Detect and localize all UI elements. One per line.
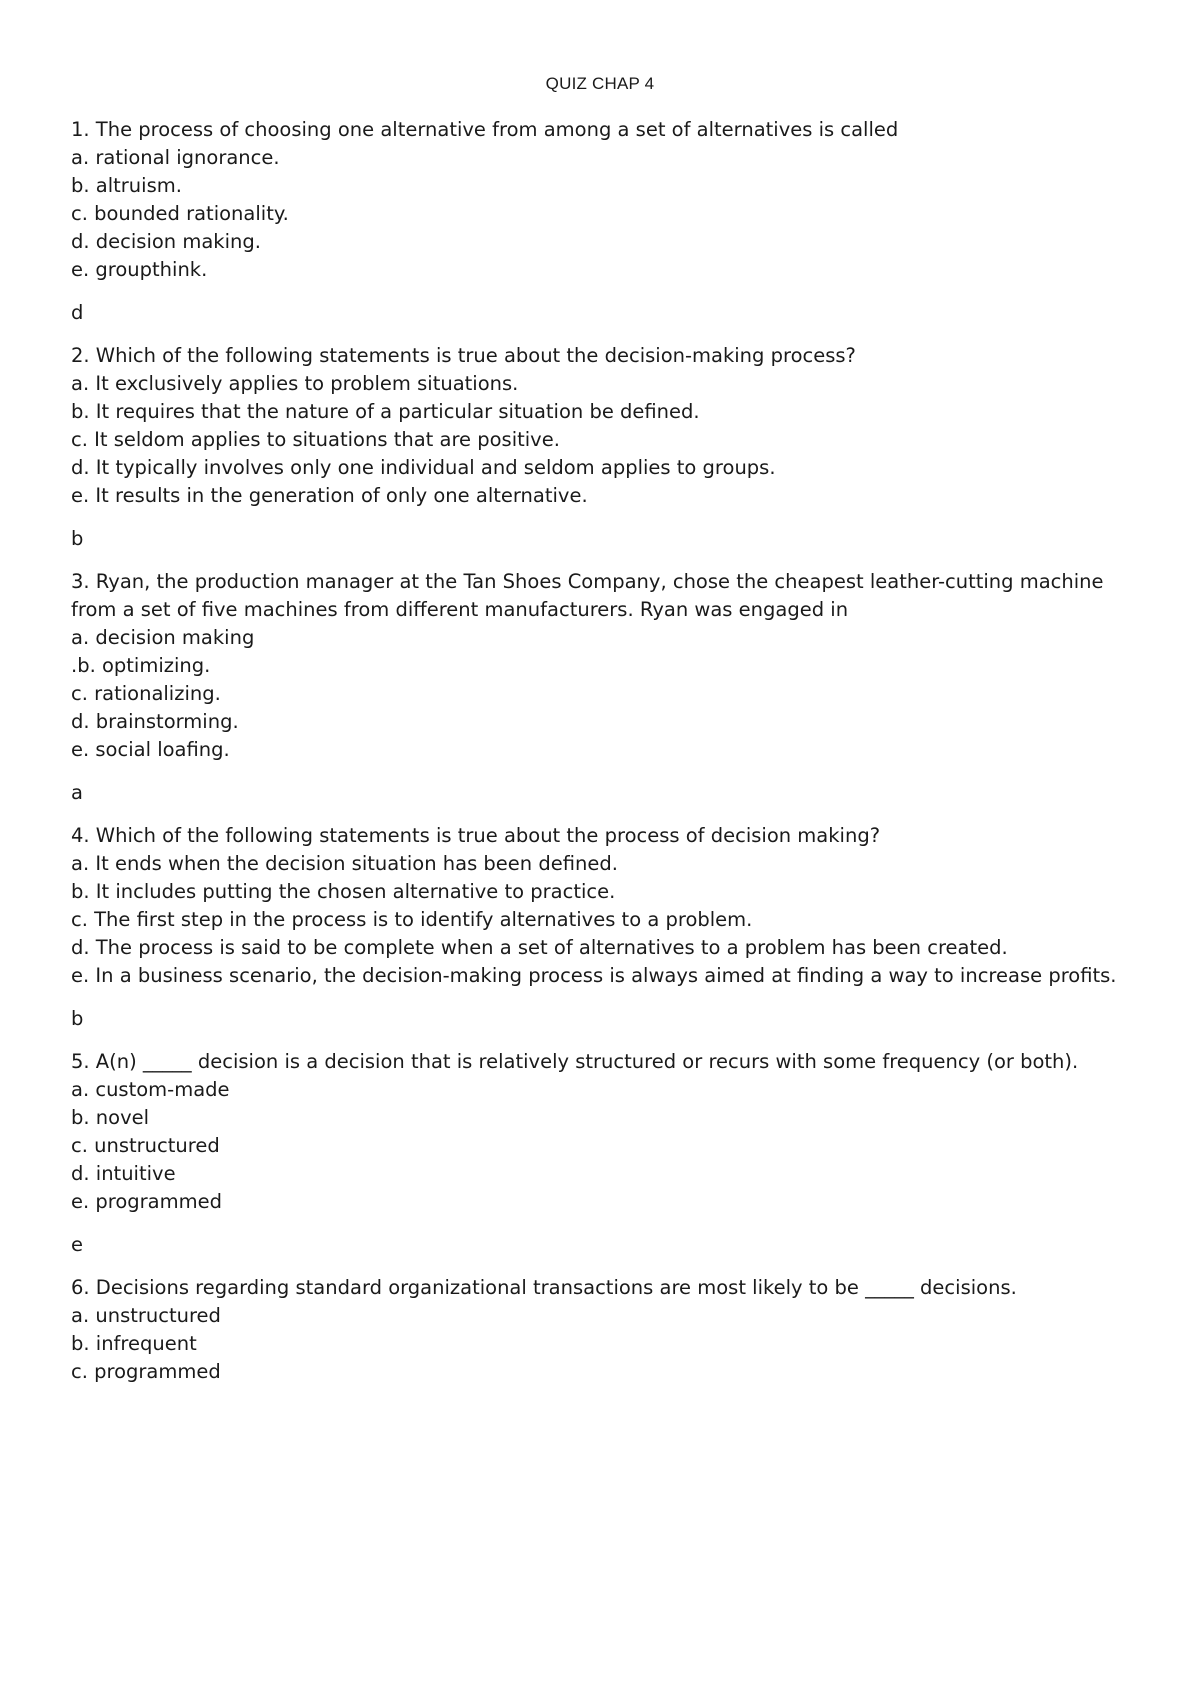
question-1 (71, 116, 1131, 284)
option: b. infrequent (71, 1332, 197, 1355)
question-6 (71, 1274, 1131, 1386)
option: d. The process is said to be complete when a set of alternatives to a problem has been created. (71, 936, 1008, 959)
option: e. It results in the generation of only one alternative. (71, 484, 588, 507)
option: e. groupthink. (71, 258, 208, 281)
option: c. bounded rationality. (71, 202, 289, 225)
option: d. intuitive (71, 1162, 176, 1185)
option: e. programmed (71, 1190, 223, 1213)
option: d. brainstorming. (71, 710, 239, 733)
option: a. decision making (71, 626, 255, 649)
option: c. programmed (71, 1360, 221, 1383)
answer-5: e (71, 1233, 83, 1256)
question-2 (71, 342, 1131, 510)
question-stem: 3. Ryan, the production manager at the Tan Shoes Company, chose the cheapest leather-cutting machine from a set of five machines from different manufacturers. Ryan was engaged in (71, 570, 1104, 621)
quiz-content (71, 116, 1131, 1386)
option: d. It typically involves only one individual and seldom applies to groups. (71, 456, 776, 479)
option: a. rational ignorance. (71, 146, 280, 169)
question-stem: 4. Which of the following statements is true about the process of decision making? (71, 824, 881, 847)
option: e. In a business scenario, the decision-making process is always aimed at finding a way to increase profits. (71, 964, 1117, 987)
option: a. custom-made (71, 1078, 230, 1101)
question-stem: 2. Which of the following statements is true about the decision-making process? (71, 344, 856, 367)
option: c. unstructured (71, 1134, 220, 1157)
answer-3: a (71, 781, 83, 804)
option: c. The first step in the process is to identify alternatives to a problem. (71, 908, 753, 931)
option: a. unstructured (71, 1304, 221, 1327)
option: b. It requires that the nature of a particular situation be defined. (71, 400, 700, 423)
answer-1: d (71, 301, 84, 324)
answer-4: b (71, 1007, 84, 1030)
option: a. It ends when the decision situation has been defined. (71, 852, 618, 875)
option: b. altruism. (71, 174, 182, 197)
question-5 (71, 1048, 1131, 1216)
question-stem: 1. The process of choosing one alternative from among a set of alternatives is called (71, 118, 899, 141)
option: .b. optimizing. (71, 654, 211, 677)
option: b. novel (71, 1106, 150, 1129)
option: b. It includes putting the chosen alternative to practice. (71, 880, 616, 903)
question-3 (71, 568, 1131, 764)
question-stem: 6. Decisions regarding standard organizational transactions are most likely to be _____ decisions. (71, 1276, 1017, 1299)
option: c. It seldom applies to situations that are positive. (71, 428, 560, 451)
document-title: QUIZ CHAP 4 (545, 74, 655, 93)
option: d. decision making. (71, 230, 261, 253)
option: e. social loafing. (71, 738, 230, 761)
option: c. rationalizing. (71, 682, 221, 705)
question-4 (71, 822, 1131, 990)
option: a. It exclusively applies to problem situations. (71, 372, 519, 395)
question-stem: 5. A(n) _____ decision is a decision that is relatively structured or recurs with some frequency (or both). (71, 1050, 1079, 1073)
answer-2: b (71, 527, 84, 550)
